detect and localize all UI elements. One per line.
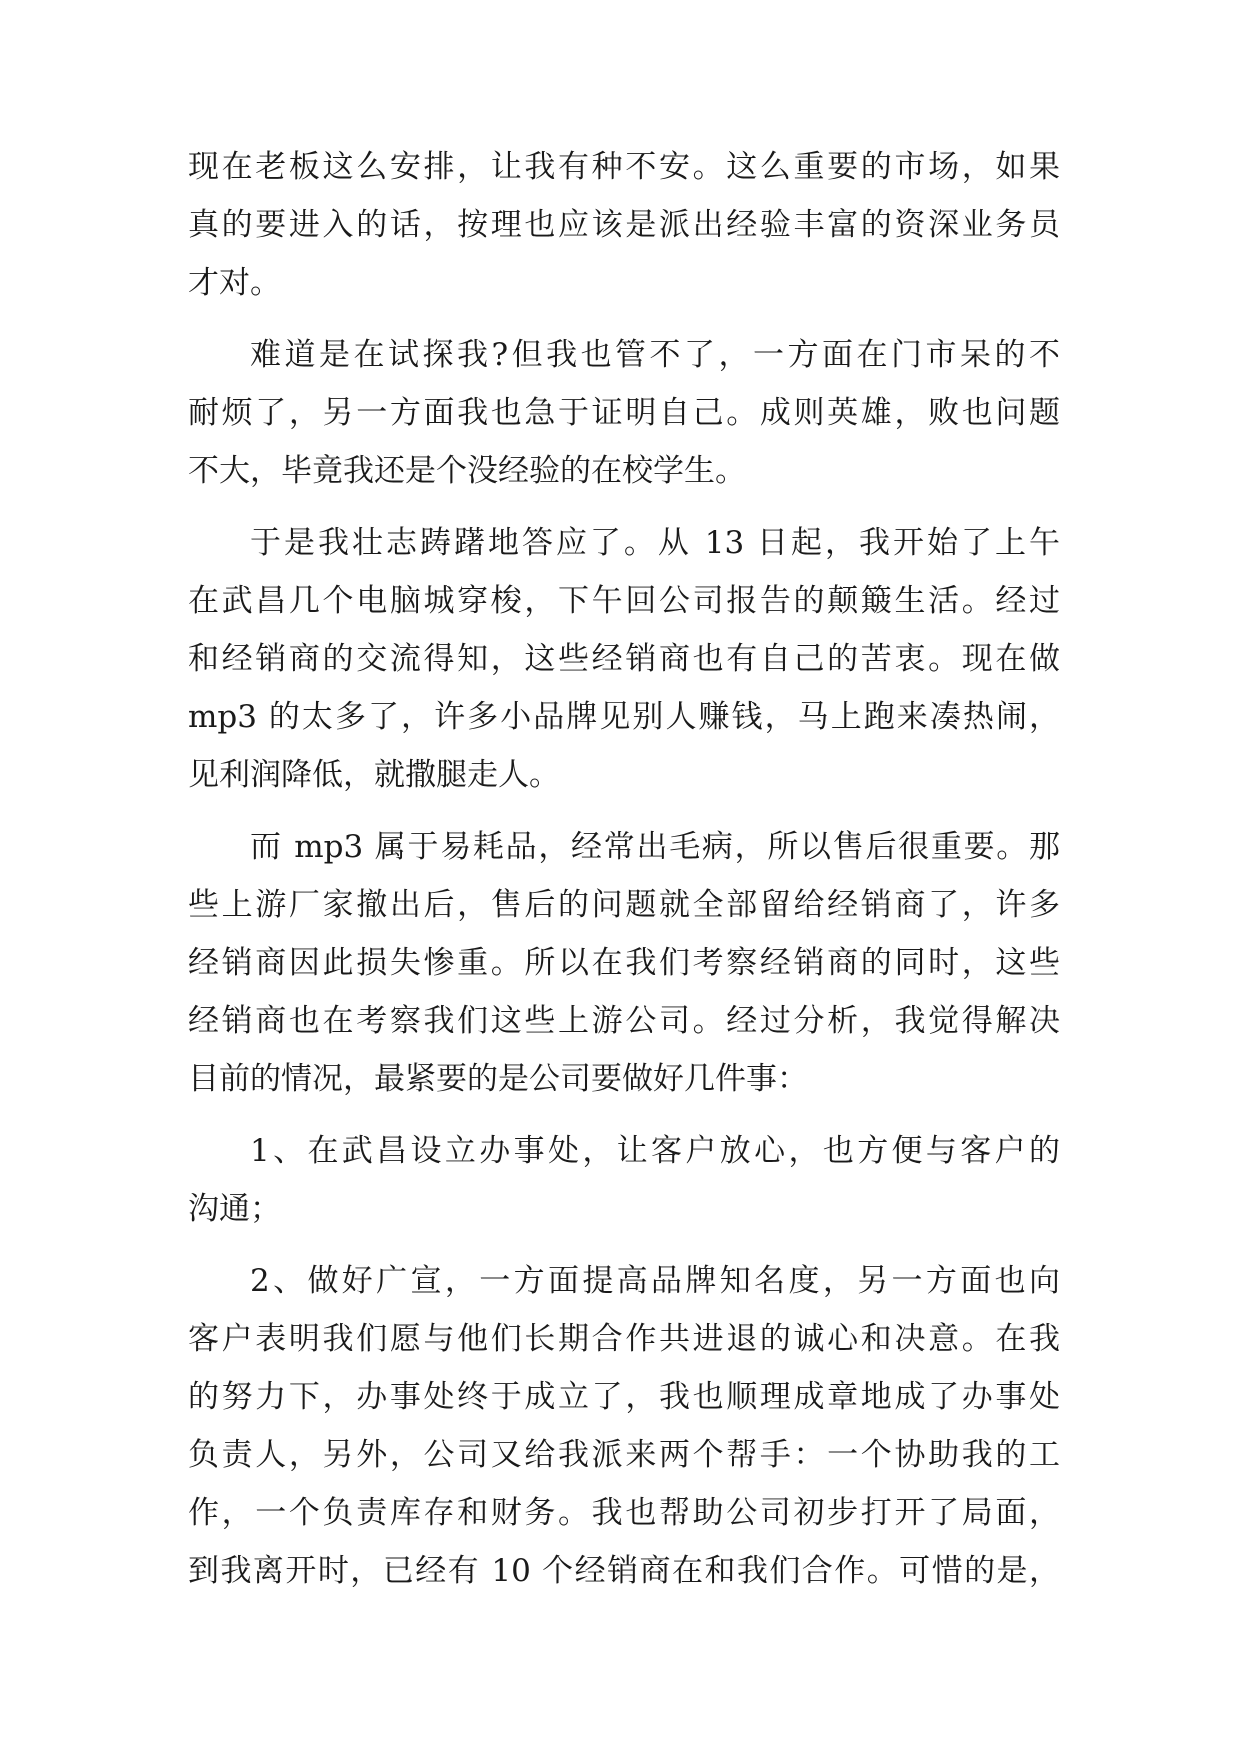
text-line: 目前的情况，最紧要的是公司要做好几件事：: [188, 1061, 808, 1097]
text-line: 沟通；: [188, 1191, 281, 1227]
text-line: 经销商因此损失惨重。所以在我们考察经销商的同时，这些: [188, 945, 1060, 981]
text-line: 和经销商的交流得知，这些经销商也有自己的苦衷。现在做: [188, 641, 1060, 677]
text-line: 才对。: [188, 265, 281, 301]
text-line: 而 mp3 属于易耗品，经常出毛病，所以售后很重要。那: [250, 829, 1060, 865]
text-line: 真的要进入的话，按理也应该是派出经验丰富的资深业务员: [188, 207, 1060, 243]
text-line: 现在老板这么安排，让我有种不安。这么重要的市场，如果: [188, 149, 1060, 185]
text-line: 在武昌几个电脑城穿梭，下午回公司报告的颠簸生活。经过: [188, 583, 1060, 619]
text-line: 经销商也在考察我们这些上游公司。经过分析，我觉得解决: [188, 1003, 1060, 1039]
text-line: mp3 的太多了，许多小品牌见别人赚钱，马上跑来凑热闹，: [188, 699, 1060, 735]
text-line: 难道是在试探我?但我也管不了，一方面在门市呆的不: [250, 337, 1060, 373]
text-line: 些上游厂家撤出后，售后的问题就全部留给经销商了，许多: [188, 887, 1060, 923]
text-line: 作，一个负责库存和财务。我也帮助公司初步打开了局面，: [188, 1495, 1060, 1531]
text-line: 见利润降低，就撒腿走人。: [188, 757, 560, 793]
text-line: 的努力下，办事处终于成立了，我也顺理成章地成了办事处: [188, 1379, 1060, 1415]
text-line: 于是我壮志踌躇地答应了。从 13 日起，我开始了上午: [250, 525, 1060, 561]
text-line: 不大，毕竟我还是个没经验的在校学生。: [188, 453, 746, 489]
text-line: 客户表明我们愿与他们长期合作共进退的诚心和决意。在我: [188, 1321, 1060, 1357]
text-line: 负责人，另外，公司又给我派来两个帮手：一个协助我的工: [188, 1437, 1060, 1473]
text-line: 1、在武昌设立办事处，让客户放心，也方便与客户的: [250, 1133, 1060, 1169]
text-line: 到我离开时，已经有 10 个经销商在和我们合作。可惜的是，: [188, 1553, 1060, 1589]
text-line: 耐烦了，另一方面我也急于证明自己。成则英雄，败也问题: [188, 395, 1060, 431]
text-line: 2、做好广宣，一方面提高品牌知名度，另一方面也向: [250, 1263, 1060, 1299]
